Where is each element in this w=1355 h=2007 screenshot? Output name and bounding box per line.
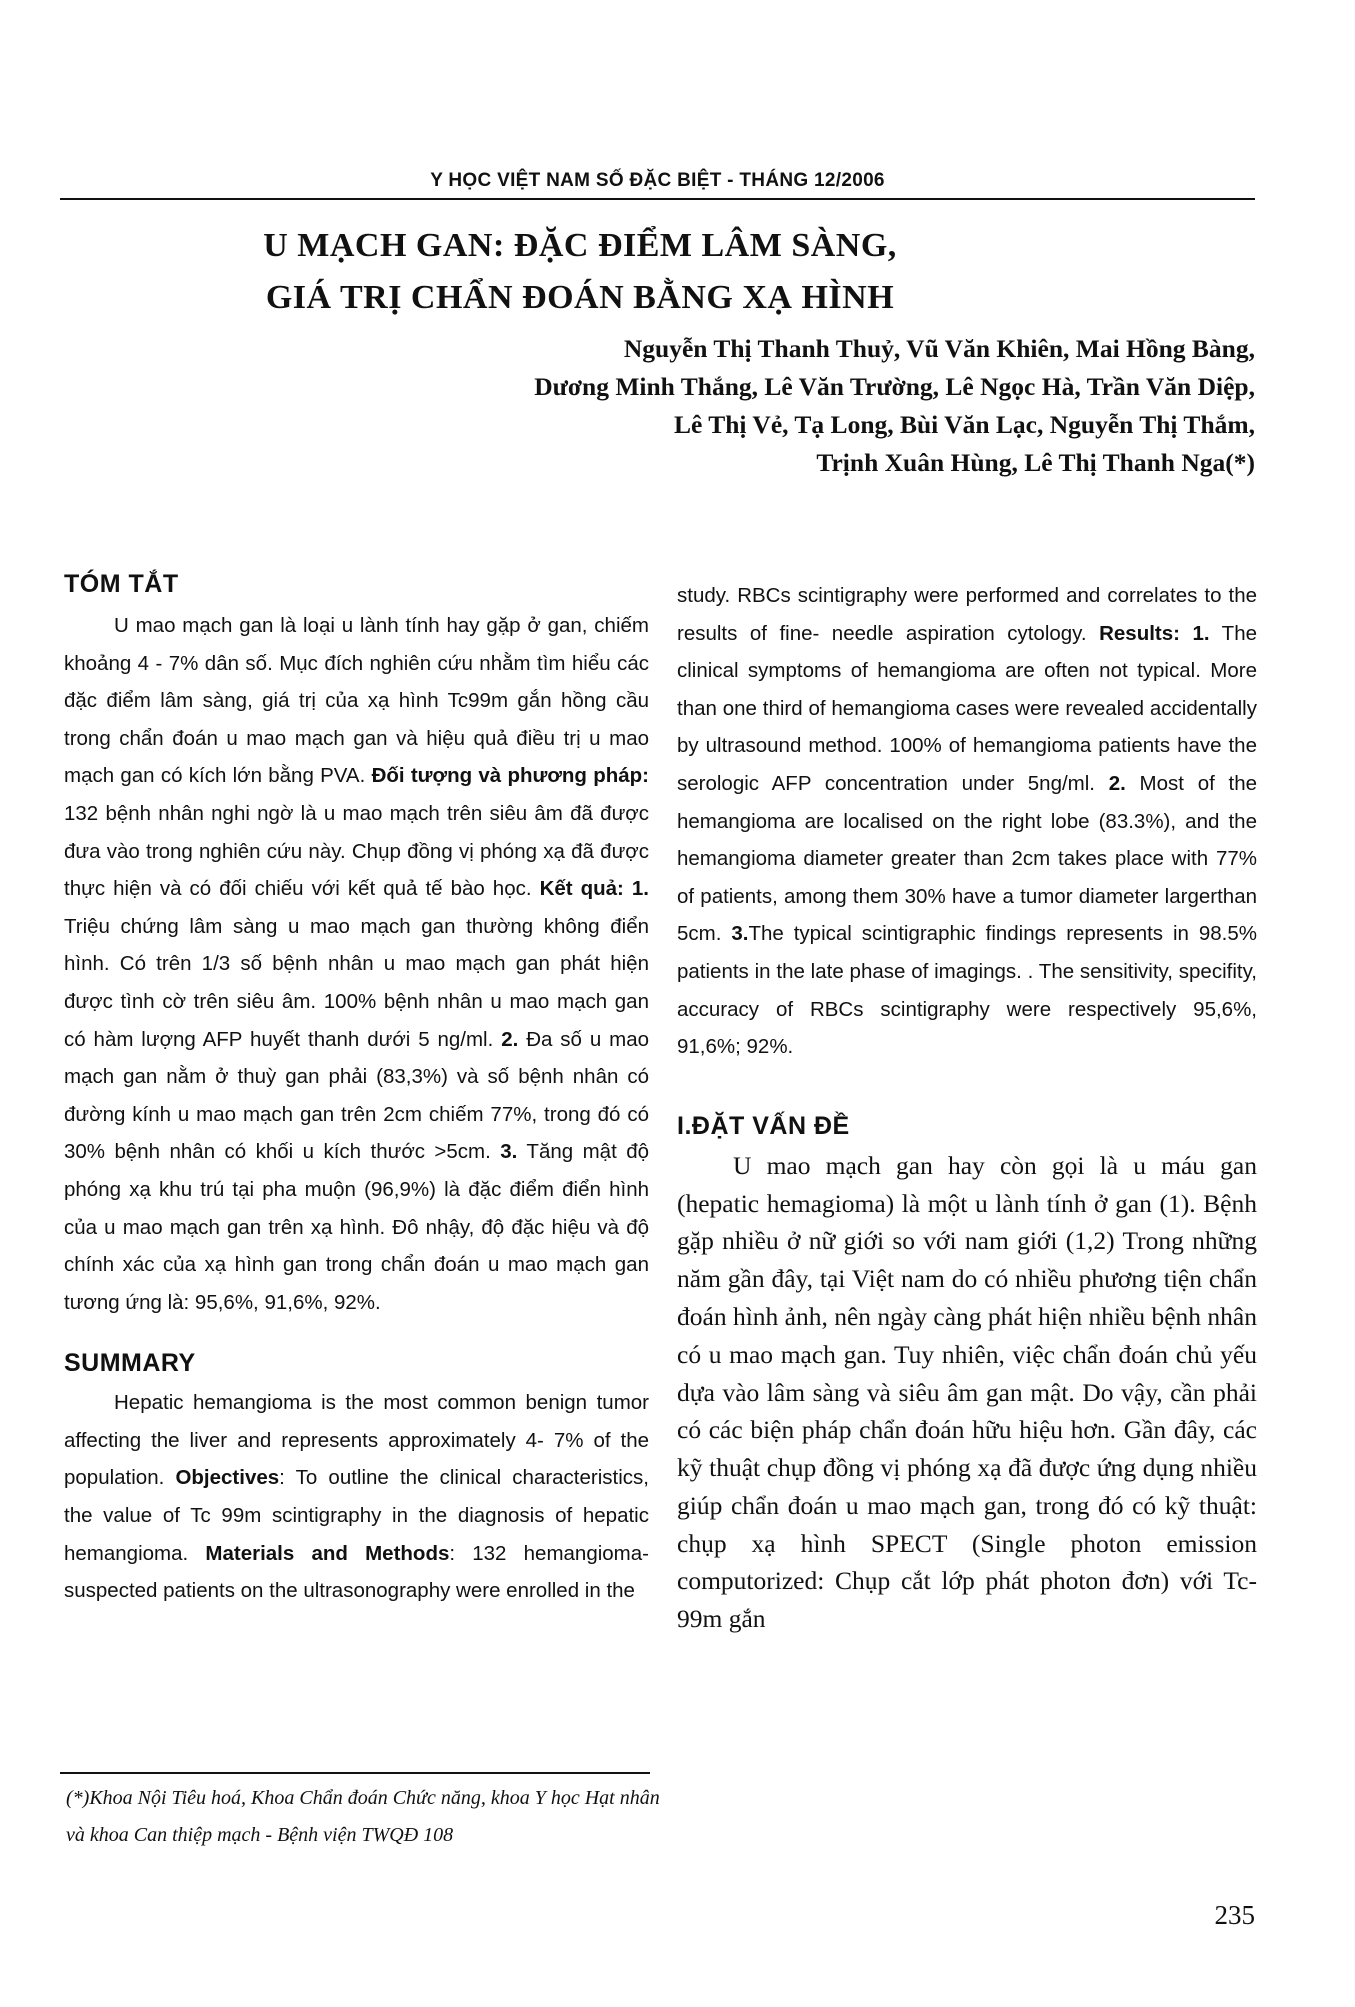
title-line-1: U MẠCH GAN: ĐẶC ĐIỂM LÂM SÀNG, [263,227,897,264]
article-title [230,220,930,324]
abstract-vi-heading: TÓM TẮT [64,570,179,598]
author-list [255,330,1255,482]
abstract-vi-text: U mao mạch gan là loại u lành tính hay gặp ở gan, chiếm khoảng 4 - 7% dân số. Mục đích nghiên cứu nhằm tìm hiểu các đặc điểm lâm sàng, giá trị của xạ hình Tc99m gắn hồng cầu trong chẩn đoán u mao mạch gan và hiệu quả điều trị u mao mạch gan có kích lớn bằng PVA. Đối tượng và phương pháp: 132 bệnh nhân nghi ngờ là u mao mạch trên siêu âm đã được đưa vào trong nghiên cứu này. Chụp đồng vị phóng xạ đã được thực hiện và có đối chiếu với kết quả tế bào học. Kết quả: 1. Triệu chứng lâm sàng u mao mạch gan thường không điển hình. Có trên 1/3 số bệnh nhân u mao mạch gan phát hiện được tình cờ trên siêu âm. 100% bệnh nhân u mao mạch gan có hàm lượng AFP huyết thanh dưới 5 ng/ml. 2. Đa số u mao mạch gan nằm ở thuỳ gan phải (83,3%) và số bệnh nhân có đường kính u mao mạch gan trên 2cm chiếm 77%, trong đó có 30% bệnh nhân có khối u kích thước >5cm. 3. Tăng mật độ phóng xạ khu trú tại pha muộn (96,9%) là đặc điểm điển hình của u mao mạch gan trên xạ hình. Đô nhậy, độ đặc hiệu và độ chính xác của xạ hình gan trong chẩn đoán u mao mạch gan tương ứng là: 95,6%, 91,6%, 92%. [64,614,649,1314]
title-line-2: GIÁ TRỊ CHẨN ĐOÁN BẰNG XẠ HÌNH [265,279,895,316]
affiliation-footnote [66,1780,786,1854]
summary-heading: SUMMARY [64,1349,196,1378]
footnote-line: và khoa Can thiệp mạch - Bệnh viện TWQĐ 108 [66,1824,454,1846]
footnote-divider [60,1772,650,1774]
page-number: 235 [1214,1900,1255,1930]
author-line: Dương Minh Thắng, Lê Văn Trường, Lê Ngọc Hà, Trần Văn Diệp, [534,372,1255,401]
introduction-text: U mao mạch gan hay còn gọi là u máu gan (hepatic hemagioma) là một u lành tính ở gan (1). Bệnh gặp nhiều ở nữ giới so với nam giới (1,2) Trong những năm gần đây, tại Việt nam do có nhiều phương tiện chẩn đoán hình ảnh, nên ngày càng phát hiện nhiều bệnh nhân có u mao mạch gan. Tuy nhiên, việc chẩn đoán chủ yếu dựa vào lâm sàng và siêu âm gan mật. Do vậy, cần phải có các biện pháp chẩn đoán hữu hiệu hơn. Gần đây, các kỹ thuật chụp đồng vị phóng xạ đã được ứng dụng nhiều giúp chẩn đoán u mao mạch gan, trong đó có kỹ thuật: chụp xạ hình SPECT (Single photon emission computorized: Chụp cắt lớp phát photon đơn) với Tc-99m gắn [677,1150,1257,1634]
journal-header: Y HỌC VIỆT NAM SỐ ĐẶC BIỆT - THÁNG 12/2006 [430,170,885,191]
header-divider [60,198,1255,200]
left-column [64,570,649,1610]
author-line: Nguyễn Thị Thanh Thuỷ, Vũ Văn Khiên, Mai Hồng Bàng, [623,334,1255,363]
summary-continuation: study. RBCs scintigraphy were performed and correlates to the results of fine- needle aspiration cytology. Results: 1. The clinical symptoms of hemangioma are often not typical. More than one third of hemangioma cases were revealed accidentally by ultrasound method. 100% of hemangioma patients have the serologic AFP concentration under 5ng/ml. 2. Most of the hemangioma are localised on the right lobe (83.3%), and the hemangioma diameter greater than 2cm takes place with 77% of patients, among them 30% have a tumor diameter largerthan 5cm. 3.The typical scintigraphic findings represents in 98.5% patients in the late phase of imagings. . The sensitivity, specifity, accuracy of RBCs scintigraphy were respectively 95,6%, 91,6%; 92%. [677,584,1258,1059]
author-line: Trịnh Xuân Hùng, Lê Thị Thanh Nga(*) [816,448,1255,477]
footnote-line: (*)Khoa Nội Tiêu hoá, Khoa Chẩn đoán Chức năng, khoa Y học Hạt nhân [66,1787,660,1809]
introduction-heading: I.ĐẶT VẤN ĐỀ [677,1111,850,1140]
right-column [677,577,1257,1638]
author-line: Lê Thị Vẻ, Tạ Long, Bùi Văn Lạc, Nguyễn Thị Thắm, [673,410,1255,439]
summary-text: Hepatic hemangioma is the most common benign tumor affecting the liver and represents approximately 4- 7% of the population. Objectives: To outline the clinical characteristics, the value of Tc 99m scintigraphy in the diagnosis of hepatic hemangioma. Materials and Methods: 132 hemangioma- suspected patients on the ultrasonography were enrolled in the [64,1391,649,1603]
